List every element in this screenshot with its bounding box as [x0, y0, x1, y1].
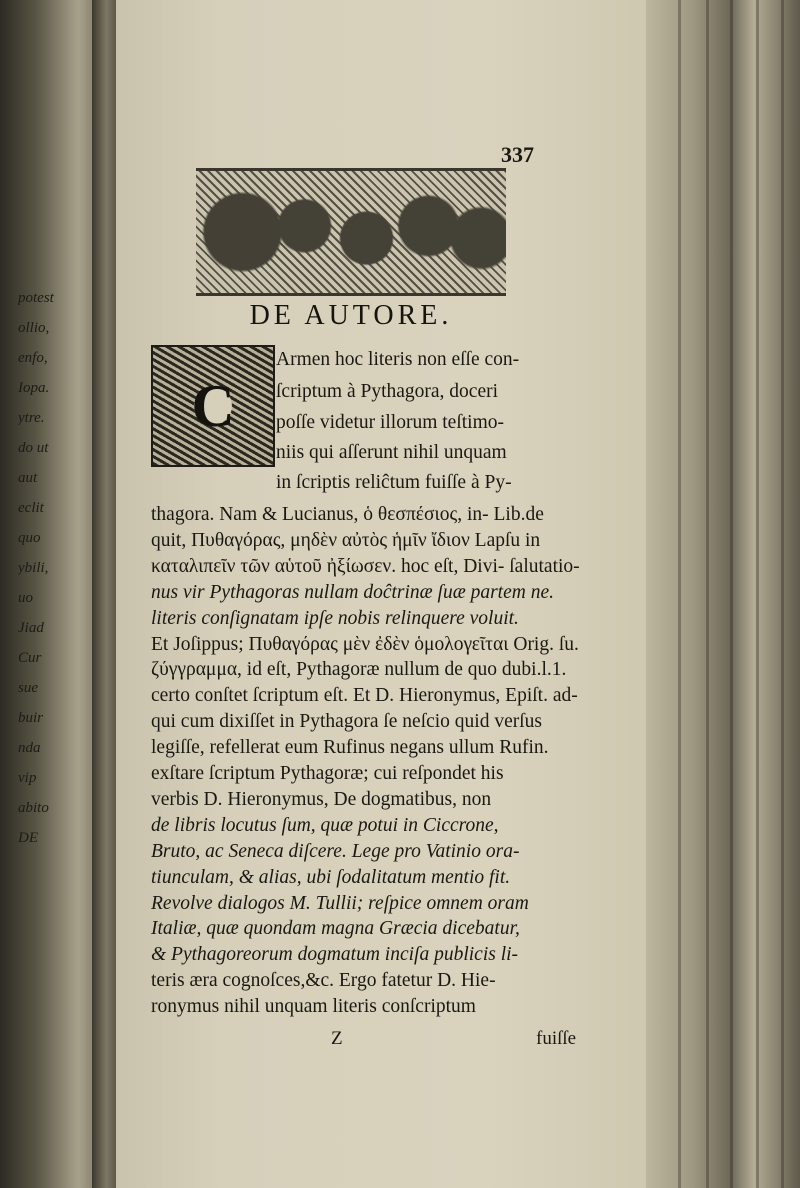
book-gutter [92, 0, 116, 1188]
text-line: de libris locutus ſum, quæ potui in Ciccrone, [151, 814, 499, 836]
facing-page-fragment: vip [18, 770, 37, 786]
text-line: niis qui aſſerunt nihil unquam [276, 442, 507, 463]
facing-page-fragment: nda [18, 740, 41, 756]
text-line: Italiæ, quæ quondam magna Græcia dicebatur, [151, 918, 520, 940]
page-number: 337 [501, 142, 534, 167]
facing-page-edge [0, 0, 92, 1188]
facing-page-fragment: sue [18, 680, 38, 696]
facing-page-fragment: ollio, [18, 320, 50, 336]
facing-page-fragment: Iopa. [18, 380, 50, 396]
facing-page-fragment: buir [18, 710, 44, 726]
text-line: literis conſignatam ipſe nobis relinquere voluit. [151, 607, 519, 629]
text-line: exſtare ſcriptum Pythagoræ; cui reſpondet his [151, 763, 504, 784]
facing-page-fragment: ybili, [18, 560, 49, 576]
facing-page-fragment: potest [18, 290, 54, 306]
page-stack-edge [646, 0, 800, 1188]
facing-page-fragment: Jiad [18, 620, 44, 636]
text-line: καταλιπεῖν τῶν αὑτοῦ ἠξίωσεν. hoc eſt, Divi- ſalutatio- [151, 555, 580, 577]
book-page [116, 0, 646, 1188]
text-line: teris æra cognoſces,&c. Ergo fatetur D. Hie- [151, 970, 496, 992]
facing-page-fragment: eclit [18, 500, 44, 516]
chapter-heading: DE AUTORE. [249, 300, 453, 331]
text-line: Bruto, ac Seneca diſcere. Lege pro Vatinio ora- [151, 840, 520, 862]
text-line: thagora. Nam & Lucianus, ὁ θεσπέσιος, in- Lib.de [151, 504, 544, 525]
text-line: tiunculam, & alias, ubi ſodalitatum mentio fit. [151, 866, 511, 888]
text-line: ſcriptum à Pythagora, doceri [276, 381, 499, 402]
facing-page-fragment: Cur [18, 650, 42, 666]
facing-page-fragment: DE [18, 830, 38, 846]
text-line: verbis D. Hieronymus, De dogmatibus, non [151, 788, 492, 810]
text-line: poſſe videtur illorum teſtimo- [276, 412, 505, 433]
facing-page-fragment: enfo, [18, 350, 48, 366]
text-line: ζύγγραμμα, id eſt, Pythagoræ nullum de quo dubi.l.1. [151, 659, 567, 681]
facing-page-fragment: do ut [18, 440, 49, 456]
text-line: ronymus nihil unquam literis conſcriptum [151, 996, 476, 1018]
facing-page-fragment: abito [18, 800, 49, 816]
text-line: quit, Πυθαγόρας, μηδὲν αὐτὸς ἡμῖν ἴδιον Lapſu in [151, 529, 541, 551]
facing-page-fragment: ytre. [18, 410, 45, 426]
text-line: Revolve dialogos M. Tullii; reſpice omnem oram [151, 892, 529, 914]
text-line: certo conſtet ſcriptum eſt. Et D. Hieronymus, Epiſt. ad- [151, 685, 578, 707]
text-line: qui cum dixiſſet in Pythagora ſe neſcio quid verſus [151, 711, 543, 733]
signature-mark: Z [331, 1028, 343, 1049]
text-line: & Pythagoreorum dogmatum inciſa publicis li- [151, 944, 519, 966]
facing-page-fragment: aut [18, 470, 38, 486]
text-line: in ſcriptis reliĉtum fuiſſe à Py- [276, 472, 512, 493]
text-line: Et Joſippus; Πυθαγόρας μὲν ἐδὲν ὁμολογεῖται Orig. ſu. [151, 633, 579, 655]
catchword: fuiſſe [536, 1028, 577, 1049]
facing-page-fragment: uo [18, 590, 33, 606]
text-line: nus vir Pythagoras nullam doĉtrinæ ſuæ partem ne. [151, 581, 554, 603]
facing-page-fragment: quo [18, 530, 41, 546]
ornamental-headpiece [196, 168, 506, 296]
text-line: legiſſe, refellerat eum Rufinus negans ullum Rufin. [151, 737, 549, 759]
decorated-initial: C [151, 345, 275, 467]
text-line: Armen hoc literis non eſſe con- [276, 349, 520, 370]
